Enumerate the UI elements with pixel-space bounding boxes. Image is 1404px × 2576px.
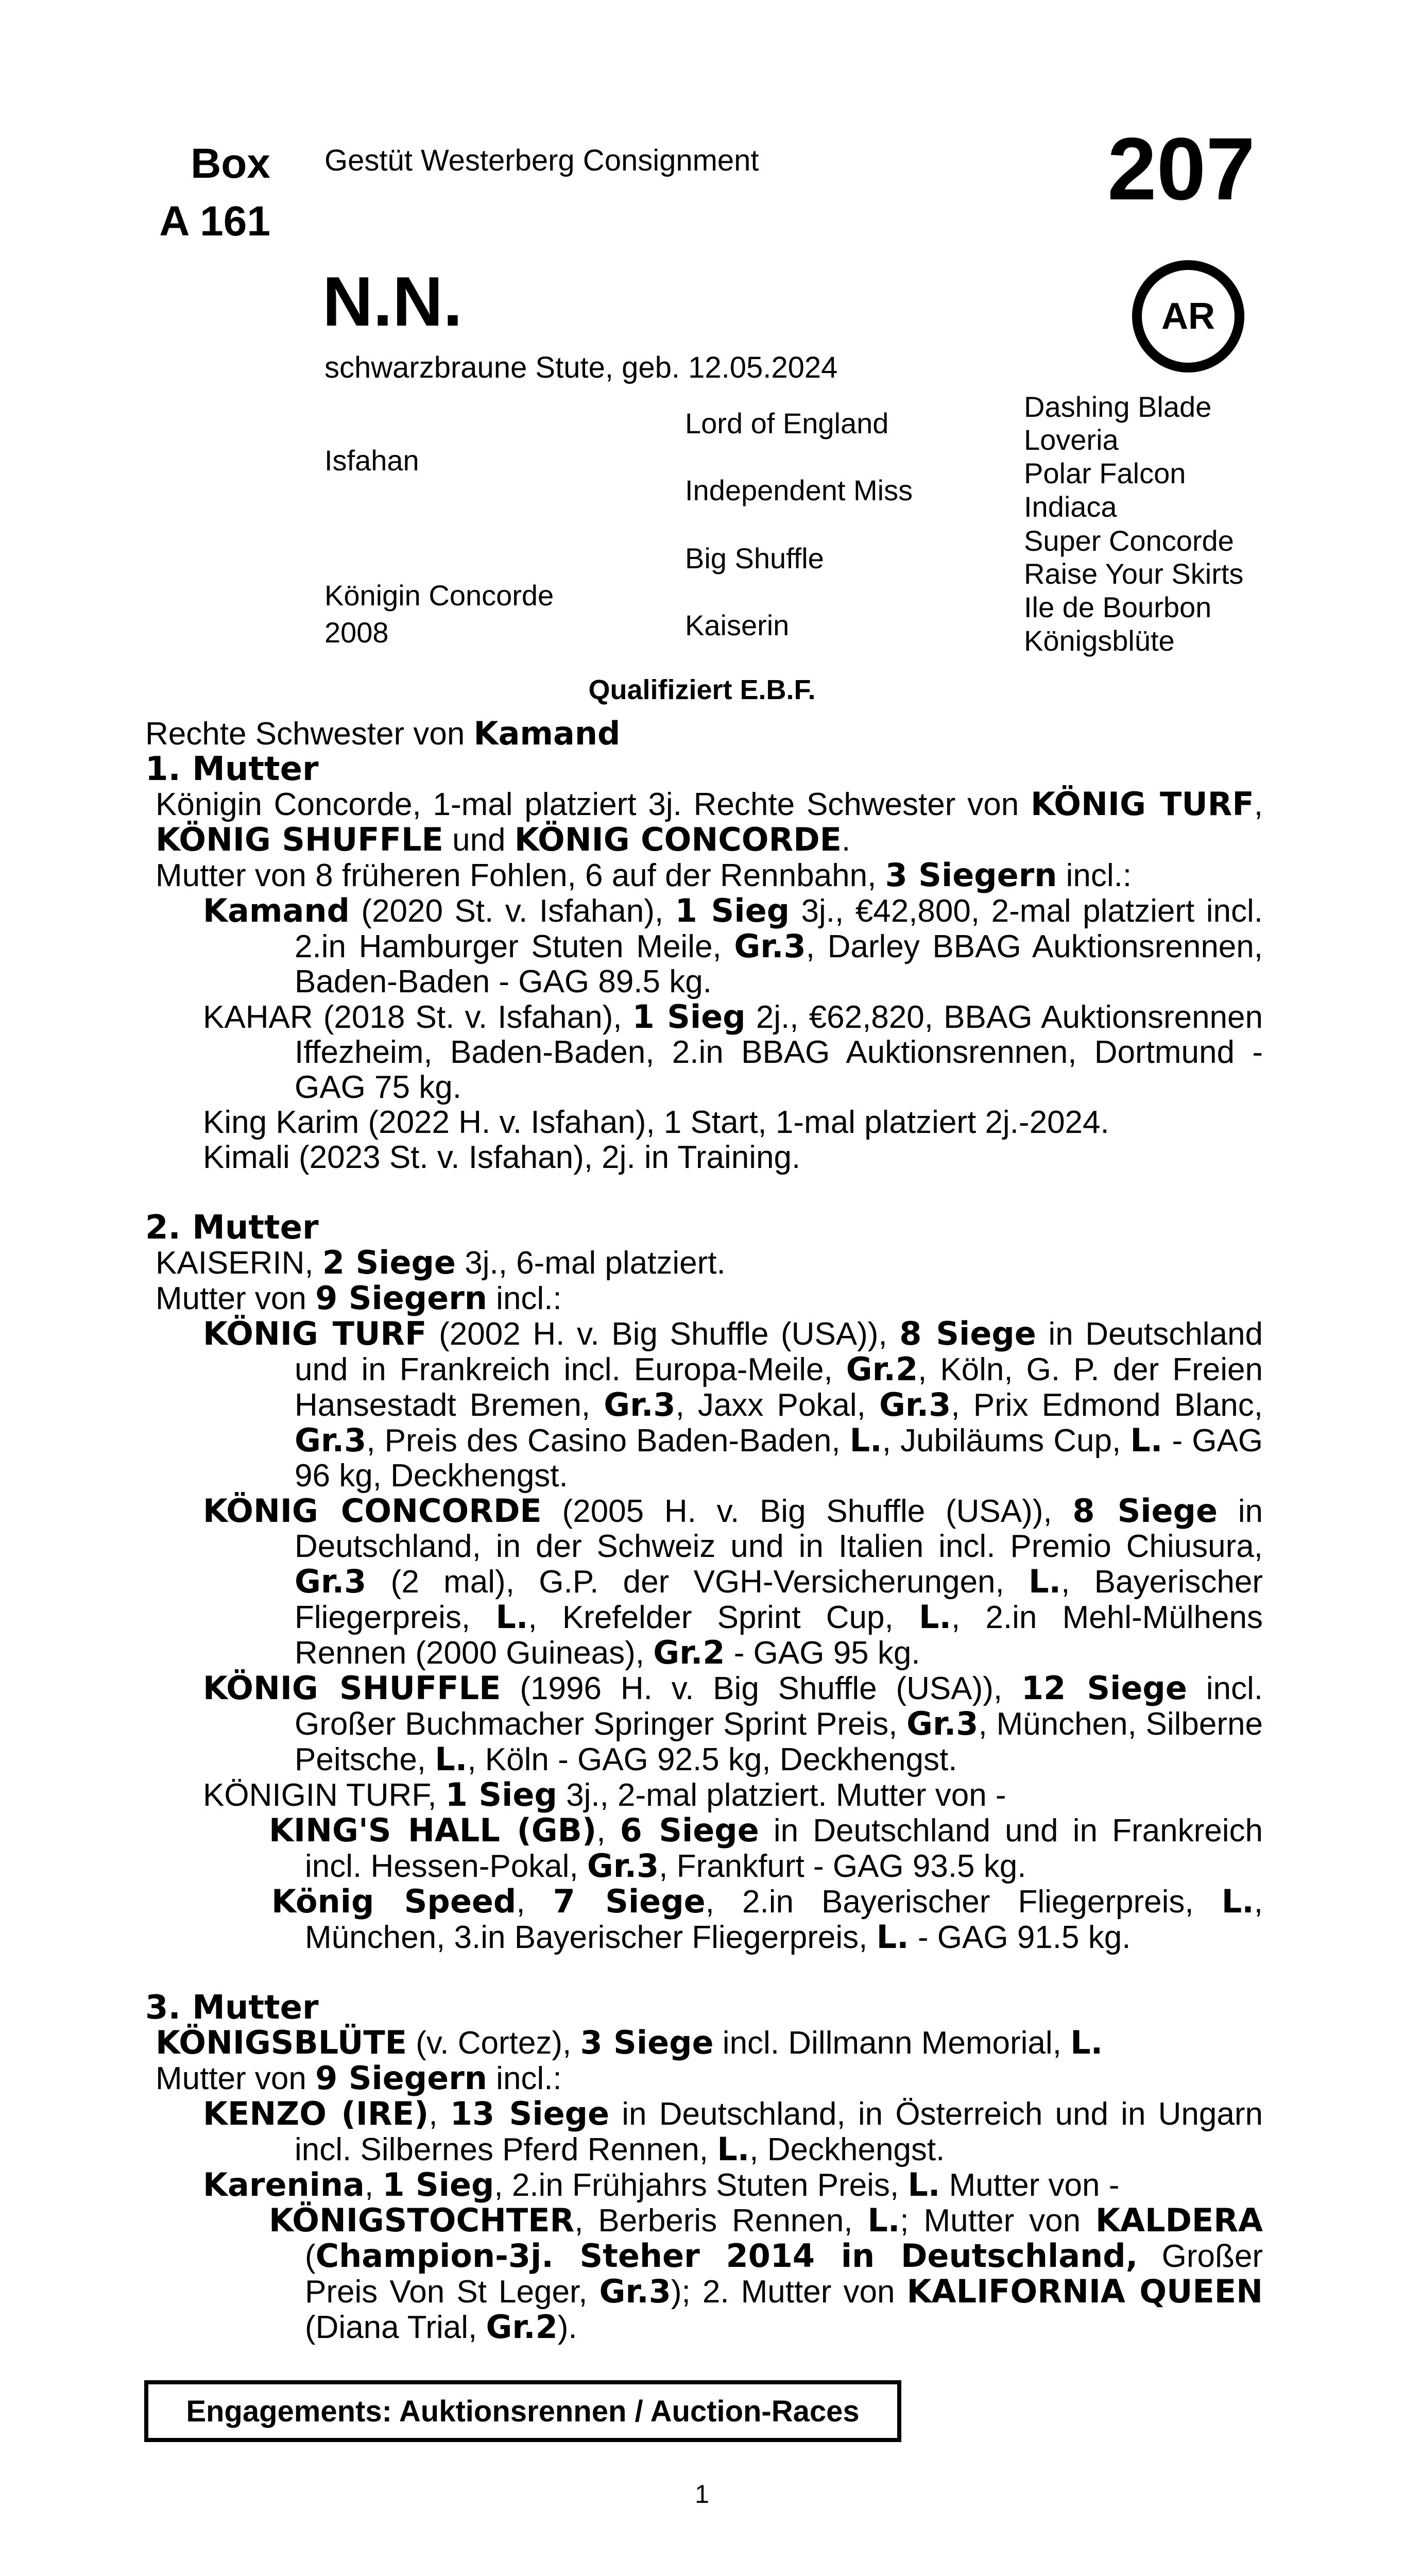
pedigree-gen3: Polar Falcon bbox=[1024, 457, 1186, 489]
bold-text: L. bbox=[918, 1598, 951, 1636]
bold-text: 1 Sieg bbox=[632, 998, 746, 1036]
bold-text: Gr.3 bbox=[879, 1386, 951, 1423]
bold-text: 1 Sieg bbox=[675, 892, 790, 929]
text-run: , Jubiläums Cup, bbox=[882, 1423, 1131, 1459]
text-run: in Deutschland und in Frankreich incl. Europa-Meile, bbox=[295, 1316, 1263, 1387]
bold-text: KÖNIGSBLÜTE bbox=[156, 2024, 407, 2061]
text-run: Mutter von bbox=[156, 2061, 316, 2096]
pedigree-gen3: Loveria bbox=[1024, 423, 1119, 456]
bold-text: KALDERA bbox=[1095, 2201, 1263, 2239]
text-run: (1996 H. v. Big Shuffle (USA)), bbox=[501, 1671, 1021, 1706]
bold-text: KÖNIG CONCORDE bbox=[203, 1492, 542, 1530]
progeny-entry bbox=[145, 1777, 1263, 1813]
text-run: (2002 H. v. Big Shuffle (USA)), bbox=[426, 1316, 900, 1352]
text-run: , 2.in Frühjahrs Stuten Preis, bbox=[494, 2167, 908, 2203]
pedigree-gen3: Ile de Bourbon bbox=[1024, 591, 1212, 623]
engagements-box bbox=[144, 2380, 901, 2442]
bold-text: 7 Siege bbox=[553, 1883, 706, 1920]
pedigree-gen3: Indiaca bbox=[1024, 490, 1117, 523]
pedigree-gen2: Independent Miss bbox=[685, 474, 913, 506]
bold-text: L. bbox=[717, 2130, 750, 2168]
bold-text: KÖNIG SHUFFLE bbox=[203, 1669, 501, 1707]
progeny-entry bbox=[145, 1316, 1263, 1494]
text-run: (2 mal), G.P. der VGH-Versicherungen, bbox=[366, 1564, 1029, 1600]
pedigree-gen2: Big Shuffle bbox=[685, 542, 824, 574]
text-run: Königin Concorde, 1-mal platziert 3j. Rechte Schwester von bbox=[156, 787, 1031, 822]
bold-text: 2 Siege bbox=[322, 1244, 456, 1281]
consignor: Gestüt Westerberg Consignment bbox=[324, 144, 759, 177]
text-run: und bbox=[443, 822, 515, 858]
text-run: Mutter von bbox=[156, 1281, 316, 1316]
text-run: , Deckhengst. bbox=[749, 2132, 945, 2167]
bold-text: Karenina bbox=[203, 2166, 365, 2204]
bold-text: L. bbox=[1221, 1883, 1254, 1920]
text-run: in Deutschland, in Österreich und in Ungarn incl. Silbernes Pferd Rennen, bbox=[295, 2096, 1263, 2167]
bold-text: Kamand bbox=[473, 715, 621, 752]
page-number: 1 bbox=[695, 2480, 709, 2509]
bold-text: 12 Siege bbox=[1021, 1669, 1187, 1707]
box-number: A 161 bbox=[159, 198, 270, 245]
bold-text: 6 Siege bbox=[620, 1811, 759, 1849]
bold-text: Gr.2 bbox=[653, 1634, 725, 1671]
pedigree-gen3: Raise Your Skirts bbox=[1024, 557, 1244, 590]
progeny-entry bbox=[145, 1494, 1263, 1671]
text-run: ( bbox=[305, 2239, 316, 2274]
text-run: 2j., €62,820, BBAG Auktionsrennen Iffezheim, Baden-Baden, 2.in BBAG Auktionsrennen, Dortmund - GAG 75 kg. bbox=[295, 999, 1263, 1105]
text-run: (2005 H. v. Big Shuffle (USA)), bbox=[541, 1494, 1073, 1529]
text-run: - GAG 91.5 kg. bbox=[909, 1920, 1131, 1955]
text-run: , Berberis Rennen, bbox=[574, 2203, 868, 2239]
text-run: , München, Silberne Peitsche, bbox=[295, 1706, 1263, 1777]
text-run: KAHAR (2018 St. v. Isfahan), bbox=[203, 999, 632, 1035]
bold-text: L. bbox=[867, 2201, 900, 2239]
text-run: (Diana Trial, bbox=[305, 2310, 486, 2345]
section-title: 1. Mutter bbox=[145, 750, 319, 788]
bold-text: KÖNIGSTOCHTER bbox=[269, 2201, 575, 2239]
text-run: , 2.in Bayerischer Fliegerpreis, bbox=[705, 1884, 1222, 1920]
bold-text: Gr.3 bbox=[604, 1386, 676, 1423]
text-run: in Deutschland und in Frankreich incl. Hessen-Pokal, bbox=[305, 1813, 1263, 1884]
bold-text: KALIFORNIA QUEEN bbox=[906, 2273, 1263, 2310]
text-run: Mutter von - bbox=[940, 2167, 1120, 2203]
text-run: , bbox=[364, 2167, 383, 2203]
bold-text: 13 Siege bbox=[450, 2095, 610, 2132]
text-run: , bbox=[516, 1884, 553, 1920]
bold-text: KÖNIG TURF bbox=[1031, 785, 1254, 823]
bold-text: Gr.3 bbox=[599, 2273, 671, 2310]
bold-text: L. bbox=[495, 1598, 528, 1636]
lot-number: 207 bbox=[1107, 120, 1255, 218]
bold-text: L. bbox=[1029, 1563, 1061, 1600]
text-run: Rechte Schwester von bbox=[145, 716, 474, 752]
ar-badge-label: AR bbox=[1161, 296, 1215, 337]
ar-badge bbox=[1132, 260, 1244, 372]
bold-text: KÖNIG SHUFFLE bbox=[156, 821, 443, 858]
text-run: Großer Preis Von St Leger, bbox=[305, 2239, 1263, 2310]
text-run: , Frankfurt - GAG 93.5 kg. bbox=[659, 1849, 1026, 1884]
pedigree-gen2: Lord of England bbox=[685, 407, 889, 439]
bold-text: 8 Siege bbox=[899, 1315, 1036, 1352]
progeny-entry bbox=[145, 2096, 1263, 2167]
text-run: , Köln - GAG 92.5 kg, Deckhengst. bbox=[467, 1742, 957, 1777]
text-run: ; Mutter von bbox=[900, 2203, 1095, 2239]
bold-text: 9 Siegern bbox=[315, 1279, 487, 1317]
bold-text: Gr.3 bbox=[295, 1563, 367, 1600]
dam-produce-summary bbox=[145, 2061, 1263, 2096]
text-run: , München, 3.in Bayerischer Fliegerpreis, bbox=[305, 1884, 1263, 1955]
engagements-label: Engagements: Auktionsrennen / Auction-Races bbox=[186, 2394, 860, 2428]
bold-text: Gr.2 bbox=[486, 2308, 558, 2346]
bold-text: 9 Siegern bbox=[315, 2059, 487, 2097]
pedigree-gen3: Dashing Blade bbox=[1024, 391, 1212, 423]
pedigree-dam: Königin Concorde bbox=[324, 579, 554, 612]
bold-text: 8 Siege bbox=[1072, 1492, 1218, 1530]
progeny-entry bbox=[145, 2167, 1263, 2203]
progeny-entry: Kimali (2023 St. v. Isfahan), 2j. in Training. bbox=[203, 1140, 801, 1175]
bold-text: 3 Siegern bbox=[885, 856, 1057, 894]
bold-text: Gr.3 bbox=[734, 927, 806, 965]
text-run: , bbox=[596, 1813, 620, 1849]
text-run: (2020 St. v. Isfahan), bbox=[349, 893, 675, 929]
text-run: , Prix Edmond Blanc, bbox=[951, 1387, 1263, 1423]
bold-text: 1 Sieg bbox=[445, 1776, 557, 1814]
text-run: incl.: bbox=[1057, 858, 1132, 893]
pedigree-gen3: Super Concorde bbox=[1024, 524, 1234, 557]
qualified-note: Qualifiziert E.B.F. bbox=[588, 674, 816, 705]
dam-produce-summary bbox=[145, 1281, 1263, 1316]
text-run: 3j., 6-mal platziert. bbox=[456, 1245, 726, 1281]
text-run: , Bayerischer Fliegerpreis, bbox=[295, 1564, 1263, 1635]
bold-text: 3 Siege bbox=[580, 2024, 714, 2061]
grand-progeny-entry bbox=[145, 1813, 1263, 1884]
text-run: KÖNIGIN TURF, bbox=[203, 1777, 446, 1813]
bold-text: L. bbox=[1130, 1421, 1163, 1459]
text-run: incl.: bbox=[487, 1281, 562, 1316]
progeny-entry bbox=[145, 999, 1263, 1105]
grand-progeny-entry bbox=[145, 1884, 1263, 1955]
text-run: , bbox=[1254, 787, 1263, 822]
grand-progeny-entry bbox=[145, 2203, 1263, 2345]
text-run: , 2.in Mehl-Mülhens Rennen (2000 Guineas), bbox=[295, 1600, 1263, 1671]
bold-text: L. bbox=[1070, 2024, 1103, 2061]
intro-line bbox=[145, 716, 1263, 752]
text-run: - GAG 96 kg, Deckhengst. bbox=[295, 1423, 1263, 1494]
horse-name: N.N. bbox=[322, 262, 463, 341]
section-title: 3. Mutter bbox=[145, 1989, 319, 2027]
bold-text: Gr.3 bbox=[906, 1705, 979, 1742]
text-run: , Krefelder Sprint Cup, bbox=[528, 1600, 919, 1635]
pedigree-gen2: Kaiserin bbox=[685, 609, 790, 641]
bold-text: KÖNIG TURF bbox=[203, 1315, 427, 1352]
text-run: , Köln, G. P. der Freien Hansestadt Bremen, bbox=[295, 1352, 1263, 1423]
text-run: 3j., 2-mal platziert. Mutter von - bbox=[557, 1777, 1006, 1813]
text-run: , Preis des Casino Baden-Baden, bbox=[366, 1423, 850, 1459]
dam-line bbox=[145, 1245, 1263, 1281]
bold-text: KING'S HALL (GB) bbox=[269, 1811, 597, 1849]
text-run: incl. Dillmann Memorial, bbox=[713, 2025, 1071, 2061]
text-run: in Deutschland, in der Schweiz und in Italien incl. Premio Chiusura, bbox=[295, 1494, 1263, 1564]
catalogue-text bbox=[145, 716, 1263, 2345]
bold-text: L. bbox=[876, 1918, 909, 1956]
text-run: (v. Cortez), bbox=[407, 2025, 580, 2061]
bold-text: 1 Sieg bbox=[382, 2166, 494, 2204]
text-run: ); 2. Mutter von bbox=[671, 2274, 907, 2310]
bold-text: Gr.3 bbox=[295, 1421, 367, 1459]
box-label: Box bbox=[191, 140, 270, 187]
progeny-entry bbox=[145, 1671, 1263, 1777]
text-run: KAISERIN, bbox=[156, 1245, 322, 1281]
text-run: incl.: bbox=[487, 2061, 562, 2096]
dam-line bbox=[145, 2025, 1263, 2061]
bold-text: KÖNIG CONCORDE bbox=[514, 821, 842, 858]
text-run: - GAG 95 kg. bbox=[725, 1635, 920, 1671]
pedigree-gen3: Königsblüte bbox=[1024, 624, 1175, 657]
bold-text: König Speed bbox=[271, 1883, 517, 1920]
section-title: 2. Mutter bbox=[145, 1209, 319, 1247]
bold-text: L. bbox=[908, 2166, 940, 2204]
dam-line bbox=[145, 787, 1263, 858]
bold-text: L. bbox=[435, 1740, 468, 1778]
text-run: , Jaxx Pokal, bbox=[675, 1387, 880, 1423]
bold-text: Champion-3j. Steher 2014 in Deutschland, bbox=[315, 2237, 1138, 2275]
dam-produce-summary bbox=[145, 858, 1263, 893]
text-run: ). bbox=[557, 2310, 577, 2345]
bold-text: Kamand bbox=[203, 892, 350, 929]
pedigree-dam-year: 2008 bbox=[324, 616, 389, 649]
progeny-entry bbox=[145, 893, 1263, 999]
text-run: , Darley BBAG Auktionsrennen, Baden-Baden - GAG 89.5 kg. bbox=[295, 929, 1263, 999]
bold-text: Gr.3 bbox=[587, 1847, 659, 1885]
horse-description: schwarzbraune Stute, geb. 12.05.2024 bbox=[324, 351, 838, 384]
text-run: incl. Großer Buchmacher Springer Sprint Preis, bbox=[295, 1671, 1263, 1742]
bold-text: Gr.2 bbox=[846, 1350, 918, 1388]
bold-text: KENZO (IRE) bbox=[203, 2095, 429, 2132]
progeny-entry: King Karim (2022 H. v. Isfahan), 1 Start, 1-mal platziert 2j.-2024. bbox=[203, 1105, 1109, 1140]
text-run: 3j., €42,800, 2-mal platziert incl. 2.in Hamburger Stuten Meile, bbox=[295, 893, 1263, 964]
text-run: . bbox=[842, 822, 851, 858]
bold-text: L. bbox=[849, 1421, 882, 1459]
text-run: Mutter von 8 früheren Fohlen, 6 auf der Rennbahn, bbox=[156, 858, 885, 893]
text-run: , bbox=[429, 2096, 450, 2132]
pedigree-sire: Isfahan bbox=[324, 444, 419, 477]
